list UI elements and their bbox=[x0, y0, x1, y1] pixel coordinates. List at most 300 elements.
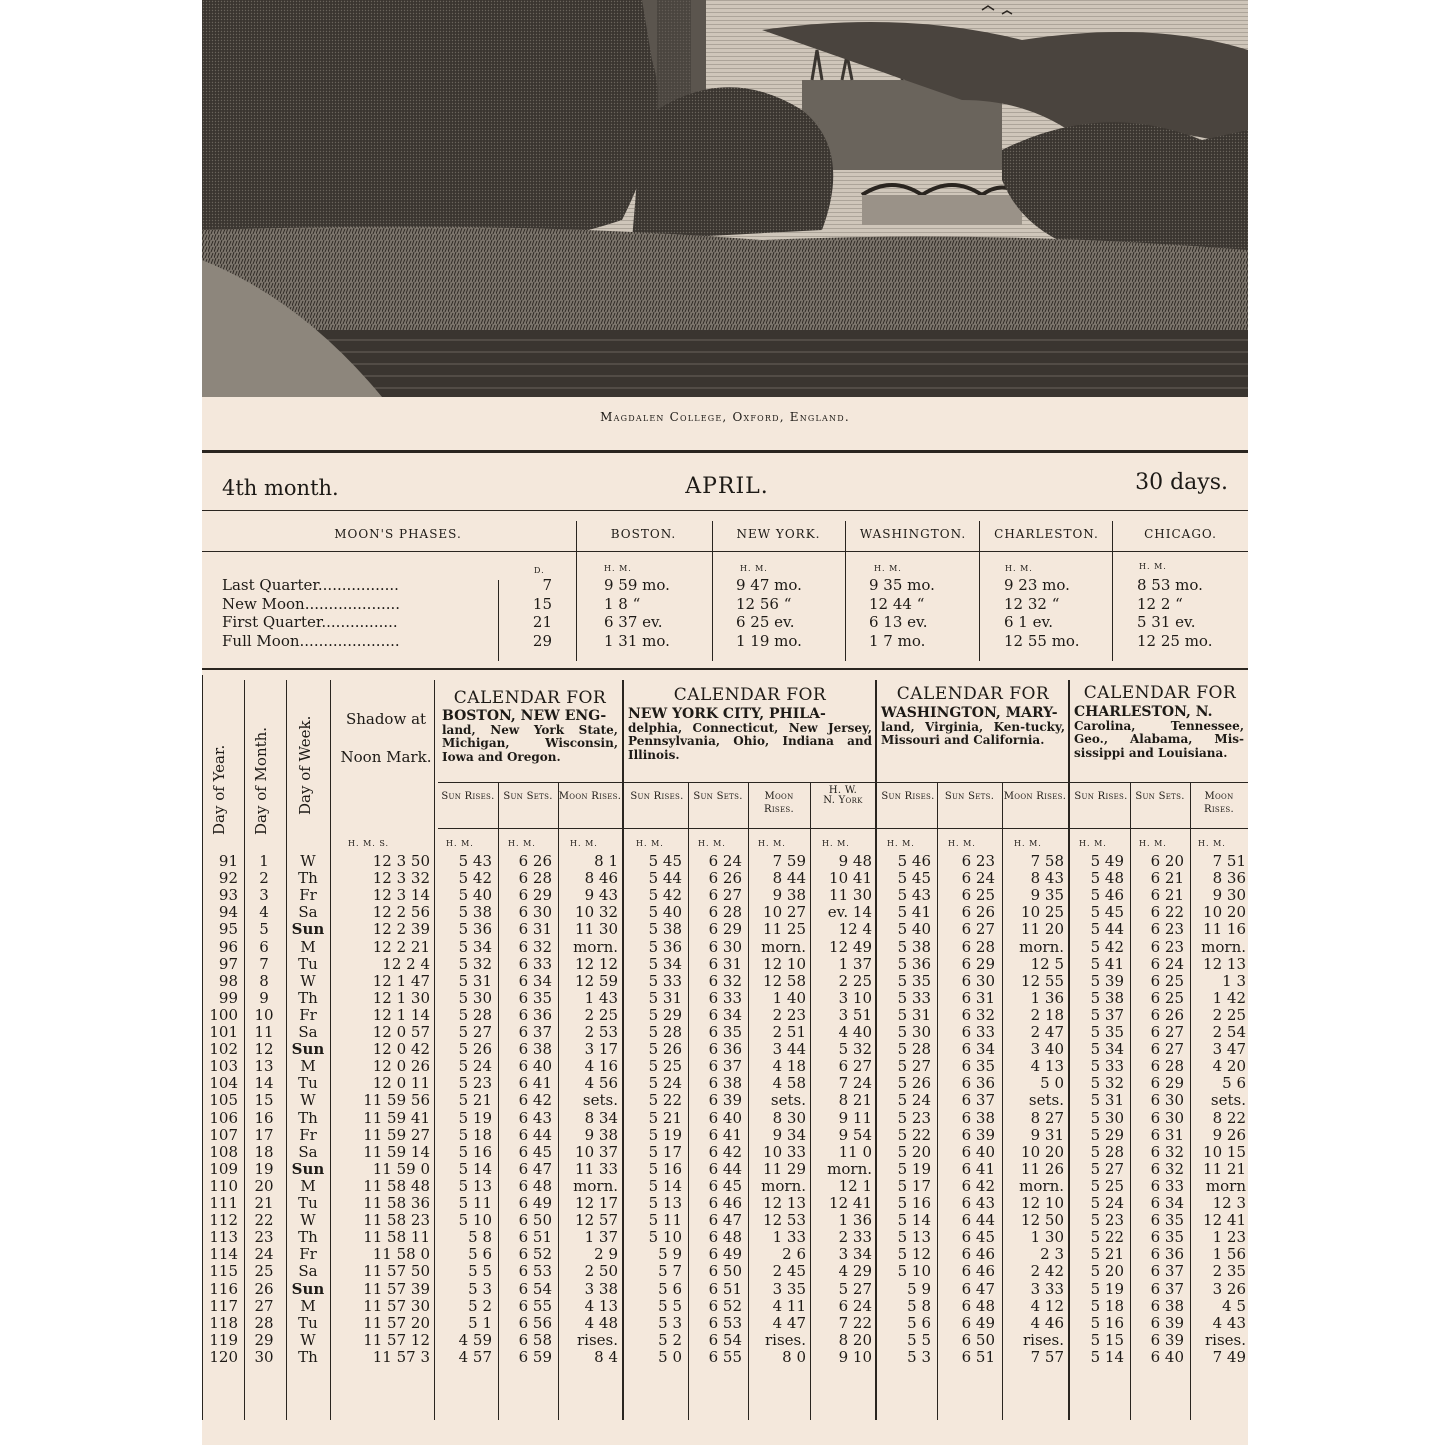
moon-phase-time: 12 2 “ bbox=[1137, 594, 1183, 613]
column-subheading: Sun Rises. bbox=[1074, 791, 1128, 802]
charleston-sun-sets: 6 23 bbox=[1150, 937, 1184, 956]
moon-phase-time: 12 55 mo. bbox=[1004, 631, 1080, 650]
ny-sun-rises: 5 34 bbox=[648, 954, 682, 973]
ny-sun-rises: 5 2 bbox=[658, 1330, 682, 1349]
boston-sun-rises: 5 2 bbox=[468, 1296, 492, 1315]
boston-moon-rises: 1 37 bbox=[584, 1228, 618, 1247]
day-of-year: 108 bbox=[209, 1142, 238, 1161]
ny-sun-sets: 6 42 bbox=[708, 1142, 742, 1161]
day-of-month: 16 bbox=[254, 1108, 274, 1127]
ny-moon-rises: 4 47 bbox=[772, 1313, 806, 1332]
day-of-month: 4 bbox=[259, 903, 269, 922]
washington-moon-rises: 4 13 bbox=[1030, 1057, 1064, 1076]
boston-sun-sets: 6 26 bbox=[518, 852, 552, 870]
charleston-sun-rises: 5 21 bbox=[1090, 1245, 1124, 1264]
noon-shadow: 11 57 50 bbox=[363, 1262, 430, 1281]
boston-sun-sets: 6 31 bbox=[518, 920, 552, 939]
ny-moon-rises: 2 23 bbox=[772, 1005, 806, 1024]
washington-sun-rises: 5 14 bbox=[897, 1211, 931, 1230]
ny-sun-rises: 5 25 bbox=[648, 1057, 682, 1076]
noon-shadow: 11 58 11 bbox=[363, 1228, 430, 1247]
boston-sun-sets: 6 56 bbox=[518, 1313, 552, 1332]
day-of-week: Sa bbox=[298, 1023, 318, 1041]
washington-sun-rises: 5 5 bbox=[907, 1330, 931, 1349]
noon-shadow: 12 1 14 bbox=[372, 1005, 430, 1024]
moon-phase-name: New Moon.................... bbox=[222, 594, 401, 613]
day-of-month: 1 bbox=[259, 852, 269, 870]
charleston-sun-sets: 6 33 bbox=[1150, 1176, 1184, 1195]
boston-sun-rises: 5 3 bbox=[468, 1279, 492, 1298]
ny-high-water: 9 10 bbox=[838, 1347, 872, 1366]
day-of-year: 93 bbox=[218, 886, 238, 905]
day-of-month: 10 bbox=[254, 1005, 274, 1024]
charleston-sun-rises: 5 48 bbox=[1090, 869, 1124, 888]
boston-moon-rises: 9 43 bbox=[584, 886, 618, 905]
ny-sun-rises: 5 6 bbox=[658, 1279, 682, 1298]
day-of-year: 112 bbox=[209, 1211, 238, 1230]
ny-sun-sets: 6 24 bbox=[708, 852, 742, 870]
charleston-moon-rises: 10 20 bbox=[1203, 903, 1246, 922]
day-of-month: 5 bbox=[259, 920, 269, 939]
ny-sun-sets: 6 31 bbox=[708, 954, 742, 973]
day-of-month: 22 bbox=[254, 1211, 274, 1230]
ny-sun-rises: 5 38 bbox=[648, 920, 682, 939]
boston-sun-sets: 6 51 bbox=[518, 1228, 552, 1247]
ny-moon-rises: 2 51 bbox=[772, 1023, 806, 1041]
calendar-new-york-desc: NEW YORK CITY, PHILA- delphia, Connecticut, New Jersey, Pennsylvania, Ohio, Indiana and Illinois. bbox=[628, 706, 872, 762]
washington-moon-rises: 2 18 bbox=[1030, 1005, 1064, 1024]
washington-moon-rises: 3 40 bbox=[1030, 1040, 1064, 1059]
day-of-week: M bbox=[300, 1057, 316, 1076]
ny-high-water: 10 41 bbox=[829, 869, 872, 888]
washington-sun-sets: 6 50 bbox=[961, 1330, 995, 1349]
ny-high-water: 11 30 bbox=[829, 886, 872, 905]
noon-shadow: 11 59 27 bbox=[363, 1125, 430, 1144]
ny-sun-rises: 5 16 bbox=[648, 1159, 682, 1178]
noon-shadow: 11 57 20 bbox=[363, 1313, 430, 1332]
ny-sun-rises: 5 24 bbox=[648, 1074, 682, 1093]
day-of-month: 9 bbox=[259, 988, 269, 1007]
ny-moon-rises: 11 25 bbox=[763, 920, 806, 939]
hm-label: H. M. bbox=[698, 839, 726, 848]
day-of-week: Fr bbox=[299, 1125, 317, 1144]
charleston-sun-sets: 6 27 bbox=[1150, 1023, 1184, 1041]
charleston-sun-sets: 6 28 bbox=[1150, 1057, 1184, 1076]
washington-sun-sets: 6 46 bbox=[961, 1262, 995, 1281]
moon-phase-time: 9 23 mo. bbox=[1004, 576, 1070, 594]
boston-sun-rises: 5 18 bbox=[458, 1125, 492, 1144]
day-of-week: W bbox=[300, 1330, 316, 1349]
washington-sun-sets: 6 42 bbox=[961, 1176, 995, 1195]
charleston-sun-rises: 5 45 bbox=[1090, 903, 1124, 922]
charleston-sun-rises: 5 35 bbox=[1090, 1023, 1124, 1041]
day-of-week: Sun bbox=[291, 1279, 325, 1298]
boston-sun-rises: 5 21 bbox=[458, 1091, 492, 1110]
calendar-washington-desc: WASHINGTON, MARY- land, Virginia, Ken-tucky, Missouri and California. bbox=[881, 705, 1065, 747]
column-subheading: Sun Rises. bbox=[881, 791, 935, 802]
boston-moon-rises: 4 13 bbox=[584, 1296, 618, 1315]
day-of-year: 107 bbox=[209, 1125, 238, 1144]
charleston-moon-rises: 3 47 bbox=[1212, 1040, 1246, 1059]
noon-shadow: 12 2 56 bbox=[372, 903, 430, 922]
ny-sun-rises: 5 17 bbox=[648, 1142, 682, 1161]
boston-sun-sets: 6 38 bbox=[518, 1040, 552, 1059]
table-row bbox=[202, 1074, 1248, 1091]
city-new-york: NEW YORK. bbox=[736, 527, 821, 541]
boston-sun-rises: 5 30 bbox=[458, 988, 492, 1007]
ny-high-water: 2 25 bbox=[838, 971, 872, 990]
day-of-year: 104 bbox=[209, 1074, 238, 1093]
ny-sun-sets: 6 44 bbox=[708, 1159, 742, 1178]
ny-sun-rises: 5 5 bbox=[658, 1296, 682, 1315]
ny-high-water: 6 27 bbox=[838, 1057, 872, 1076]
ny-sun-sets: 6 36 bbox=[708, 1040, 742, 1059]
boston-sun-sets: 6 52 bbox=[518, 1245, 552, 1264]
washington-sun-rises: 5 8 bbox=[907, 1296, 931, 1315]
washington-sun-rises: 5 22 bbox=[897, 1125, 931, 1144]
boston-sun-rises: 5 19 bbox=[458, 1108, 492, 1127]
moon-phase-time: 6 37 ev. bbox=[604, 613, 663, 631]
noon-shadow: 11 57 39 bbox=[363, 1279, 430, 1298]
day-of-year: 113 bbox=[209, 1228, 238, 1247]
charleston-moon-rises: 8 22 bbox=[1212, 1108, 1246, 1127]
hm-label: H. M. bbox=[1139, 562, 1167, 571]
washington-sun-sets: 6 36 bbox=[961, 1074, 995, 1093]
washington-sun-rises: 5 30 bbox=[897, 1023, 931, 1041]
table-row bbox=[202, 1160, 1248, 1177]
charleston-sun-sets: 6 32 bbox=[1150, 1159, 1184, 1178]
moon-phase-time: 8 53 mo. bbox=[1137, 576, 1203, 594]
noon-shadow: 11 59 41 bbox=[363, 1108, 430, 1127]
table-row bbox=[202, 852, 1248, 869]
washington-sun-sets: 6 30 bbox=[961, 971, 995, 990]
charleston-sun-sets: 6 20 bbox=[1150, 852, 1184, 870]
charleston-moon-rises: 3 26 bbox=[1212, 1279, 1246, 1298]
day-of-month: 24 bbox=[254, 1245, 274, 1264]
charleston-moon-rises: 5 6 bbox=[1222, 1074, 1246, 1093]
boston-sun-sets: 6 48 bbox=[518, 1176, 552, 1195]
table-row bbox=[202, 1245, 1248, 1262]
table-row bbox=[202, 1211, 1248, 1228]
ny-sun-sets: 6 27 bbox=[708, 886, 742, 905]
boston-sun-rises: 5 27 bbox=[458, 1023, 492, 1041]
day-of-month: 28 bbox=[254, 1313, 274, 1332]
col-day-of-year: Day of Year. bbox=[210, 744, 228, 835]
calendar-washington-title: CALENDAR FOR bbox=[896, 684, 1050, 704]
washington-sun-rises: 5 12 bbox=[897, 1245, 931, 1264]
boston-moon-rises: 2 50 bbox=[584, 1262, 618, 1281]
day-of-month: 2 bbox=[259, 869, 269, 888]
washington-moon-rises: 11 26 bbox=[1021, 1159, 1064, 1178]
ny-sun-rises: 5 44 bbox=[648, 869, 682, 888]
moon-phase-time: 1 19 mo. bbox=[736, 631, 802, 650]
day-of-year: 100 bbox=[209, 1005, 238, 1024]
boston-sun-rises: 5 43 bbox=[458, 852, 492, 870]
ny-sun-rises: 5 21 bbox=[648, 1108, 682, 1127]
charleston-sun-rises: 5 18 bbox=[1090, 1296, 1124, 1315]
ny-sun-rises: 5 45 bbox=[648, 852, 682, 870]
moon-phase-day: 29 bbox=[532, 631, 552, 650]
charleston-sun-sets: 6 39 bbox=[1150, 1313, 1184, 1332]
day-of-year: 96 bbox=[218, 937, 238, 956]
washington-moon-rises: 12 50 bbox=[1021, 1211, 1064, 1230]
ny-sun-rises: 5 14 bbox=[648, 1176, 682, 1195]
hm-label: H. M. bbox=[874, 564, 902, 573]
charleston-moon-rises: 10 15 bbox=[1203, 1142, 1246, 1161]
day-of-year: 99 bbox=[218, 988, 238, 1007]
boston-moon-rises: rises. bbox=[576, 1330, 618, 1349]
charleston-moon-rises: 4 20 bbox=[1212, 1057, 1246, 1076]
ny-high-water: 4 29 bbox=[838, 1262, 872, 1281]
boston-moon-rises: 12 59 bbox=[575, 971, 618, 990]
washington-sun-sets: 6 41 bbox=[961, 1159, 995, 1178]
moon-phase-name: First Quarter................ bbox=[222, 613, 398, 631]
charleston-sun-sets: 6 31 bbox=[1150, 1125, 1184, 1144]
charleston-sun-rises: 5 24 bbox=[1090, 1194, 1124, 1212]
charleston-moon-rises: 2 54 bbox=[1212, 1023, 1246, 1041]
washington-sun-sets: 6 45 bbox=[961, 1228, 995, 1247]
washington-sun-rises: 5 20 bbox=[897, 1142, 931, 1161]
moon-phase-name: Last Quarter................. bbox=[222, 576, 399, 594]
ny-moon-rises: 8 30 bbox=[772, 1108, 806, 1127]
boston-moon-rises: 1 43 bbox=[584, 988, 618, 1007]
month-days: 30 days. bbox=[1135, 470, 1228, 495]
day-of-month: 15 bbox=[254, 1091, 274, 1110]
washington-sun-sets: 6 32 bbox=[961, 1005, 995, 1024]
ny-moon-rises: morn. bbox=[761, 937, 806, 956]
ny-sun-sets: 6 46 bbox=[708, 1194, 742, 1212]
washington-sun-rises: 5 26 bbox=[897, 1074, 931, 1093]
table-row bbox=[202, 1280, 1248, 1297]
washington-sun-rises: 5 27 bbox=[897, 1057, 931, 1076]
boston-sun-sets: 6 30 bbox=[518, 903, 552, 922]
washington-sun-sets: 6 27 bbox=[961, 920, 995, 939]
ny-sun-sets: 6 35 bbox=[708, 1023, 742, 1041]
moon-phase-time: 12 25 mo. bbox=[1137, 631, 1213, 650]
hm-label: H. M. bbox=[446, 839, 474, 848]
day-of-month: 23 bbox=[254, 1228, 274, 1247]
table-row bbox=[202, 989, 1248, 1006]
ny-moon-rises: 8 0 bbox=[782, 1347, 806, 1366]
moon-phase-day: 15 bbox=[532, 594, 552, 613]
charleston-sun-sets: 6 25 bbox=[1150, 988, 1184, 1007]
table-row bbox=[202, 903, 1248, 920]
ny-moon-rises: 1 40 bbox=[772, 988, 806, 1007]
ny-high-water: 3 34 bbox=[838, 1245, 872, 1264]
ny-high-water: 2 33 bbox=[838, 1228, 872, 1247]
ny-sun-sets: 6 53 bbox=[708, 1313, 742, 1332]
noon-shadow: 12 2 4 bbox=[382, 954, 430, 973]
day-of-year: 111 bbox=[209, 1194, 238, 1212]
table-row bbox=[202, 869, 1248, 886]
day-of-week: M bbox=[300, 1176, 316, 1195]
washington-moon-rises: 1 30 bbox=[1030, 1228, 1064, 1247]
table-row bbox=[202, 955, 1248, 972]
ny-moon-rises: 12 10 bbox=[763, 954, 806, 973]
day-of-month: 30 bbox=[254, 1347, 274, 1366]
moon-phase-time: 12 44 “ bbox=[869, 594, 925, 613]
washington-sun-rises: 5 43 bbox=[897, 886, 931, 905]
charleston-sun-sets: 6 25 bbox=[1150, 971, 1184, 990]
calendar-new-york-title: CALENDAR FOR bbox=[673, 685, 827, 705]
ny-high-water: 12 1 bbox=[838, 1176, 872, 1195]
month-name: APRIL. bbox=[685, 474, 769, 499]
noon-shadow: 12 1 47 bbox=[372, 971, 430, 990]
noon-shadow: 11 57 30 bbox=[363, 1296, 430, 1315]
table-row bbox=[202, 1006, 1248, 1023]
ny-high-water: 12 49 bbox=[829, 937, 872, 956]
washington-moon-rises: 9 31 bbox=[1030, 1125, 1064, 1144]
day-of-week: Th bbox=[298, 869, 318, 888]
calendar-charleston-title: CALENDAR FOR bbox=[1083, 683, 1237, 703]
boston-sun-rises: 5 10 bbox=[458, 1211, 492, 1230]
washington-moon-rises: 2 3 bbox=[1040, 1245, 1064, 1264]
hm-label: H. M. bbox=[887, 839, 915, 848]
charleston-moon-rises: 12 3 bbox=[1212, 1194, 1246, 1212]
column-subheading: Moon Rises. bbox=[764, 791, 794, 815]
engraving-caption: Magdalen College, Oxford, England. bbox=[600, 410, 850, 424]
charleston-sun-rises: 5 38 bbox=[1090, 988, 1124, 1007]
noon-shadow: 12 3 50 bbox=[372, 852, 430, 870]
boston-moon-rises: 11 33 bbox=[575, 1159, 618, 1178]
charleston-sun-sets: 6 37 bbox=[1150, 1279, 1184, 1298]
washington-sun-sets: 6 33 bbox=[961, 1023, 995, 1041]
charleston-sun-rises: 5 34 bbox=[1090, 1040, 1124, 1059]
washington-sun-rises: 5 17 bbox=[897, 1176, 931, 1195]
day-label: D. bbox=[534, 566, 545, 575]
day-of-week: W bbox=[300, 971, 316, 990]
boston-sun-rises: 5 13 bbox=[458, 1176, 492, 1195]
charleston-sun-sets: 6 40 bbox=[1150, 1347, 1184, 1366]
column-subheading: Moon Rises. bbox=[1204, 791, 1234, 815]
charleston-sun-sets: 6 38 bbox=[1150, 1296, 1184, 1315]
washington-moon-rises: 10 20 bbox=[1021, 1142, 1064, 1161]
day-of-month: 8 bbox=[259, 971, 269, 990]
ny-high-water: 9 48 bbox=[838, 852, 872, 870]
washington-moon-rises: 12 5 bbox=[1030, 954, 1064, 973]
noon-shadow: 12 3 32 bbox=[372, 869, 430, 888]
calendar-charleston-desc: CHARLESTON, N. Carolina, Tennessee, Geo., Alabama, Mis-sissippi and Louisiana. bbox=[1074, 704, 1244, 760]
table-row bbox=[202, 1091, 1248, 1108]
column-subheading: Sun Rises. bbox=[441, 791, 495, 802]
hm-label: H. M. bbox=[1005, 564, 1033, 573]
charleston-sun-rises: 5 20 bbox=[1090, 1262, 1124, 1281]
boston-moon-rises: 8 34 bbox=[584, 1108, 618, 1127]
washington-sun-sets: 6 34 bbox=[961, 1040, 995, 1059]
washington-sun-rises: 5 45 bbox=[897, 869, 931, 888]
table-row bbox=[202, 886, 1248, 903]
charleston-sun-sets: 6 26 bbox=[1150, 1005, 1184, 1024]
ny-sun-sets: 6 39 bbox=[708, 1091, 742, 1110]
day-of-year: 102 bbox=[209, 1040, 238, 1059]
ny-sun-sets: 6 37 bbox=[708, 1057, 742, 1076]
ny-sun-rises: 5 9 bbox=[658, 1245, 682, 1264]
washington-sun-sets: 6 23 bbox=[961, 852, 995, 870]
boston-sun-rises: 5 14 bbox=[458, 1159, 492, 1178]
washington-sun-sets: 6 37 bbox=[961, 1091, 995, 1110]
boston-sun-sets: 6 50 bbox=[518, 1211, 552, 1230]
ny-sun-sets: 6 54 bbox=[708, 1330, 742, 1349]
day-of-year: 116 bbox=[209, 1279, 238, 1298]
washington-sun-rises: 5 6 bbox=[907, 1313, 931, 1332]
charleston-sun-sets: 6 22 bbox=[1150, 903, 1184, 922]
washington-moon-rises: 10 25 bbox=[1021, 903, 1064, 922]
table-row bbox=[202, 1143, 1248, 1160]
ny-moon-rises: rises. bbox=[764, 1330, 806, 1349]
ny-high-water: ev. 14 bbox=[827, 903, 872, 922]
table-row bbox=[202, 1348, 1248, 1365]
washington-sun-sets: 6 39 bbox=[961, 1125, 995, 1144]
day-of-month: 20 bbox=[254, 1176, 274, 1195]
ny-sun-rises: 5 36 bbox=[648, 937, 682, 956]
boston-sun-sets: 6 32 bbox=[518, 937, 552, 956]
city-washington: WASHINGTON. bbox=[859, 527, 967, 541]
boston-sun-rises: 5 38 bbox=[458, 903, 492, 922]
ny-sun-rises: 5 10 bbox=[648, 1228, 682, 1247]
ny-moon-rises: 3 35 bbox=[772, 1279, 806, 1298]
boston-sun-sets: 6 49 bbox=[518, 1194, 552, 1212]
table-row bbox=[202, 1057, 1248, 1074]
washington-sun-sets: 6 38 bbox=[961, 1108, 995, 1127]
ny-sun-rises: 5 26 bbox=[648, 1040, 682, 1059]
boston-moon-rises: 2 9 bbox=[594, 1245, 618, 1264]
washington-sun-sets: 6 25 bbox=[961, 886, 995, 905]
noon-shadow: 11 58 23 bbox=[363, 1211, 430, 1230]
charleston-moon-rises: 4 43 bbox=[1212, 1313, 1246, 1332]
ny-moon-rises: 2 6 bbox=[782, 1245, 806, 1264]
boston-sun-sets: 6 45 bbox=[518, 1142, 552, 1161]
hm-label: H. M. bbox=[636, 839, 664, 848]
washington-sun-sets: 6 26 bbox=[961, 903, 995, 922]
charleston-moon-rises: 11 21 bbox=[1203, 1159, 1246, 1178]
hm-label: H. M. bbox=[570, 839, 598, 848]
washington-moon-rises: 12 10 bbox=[1021, 1194, 1064, 1212]
charleston-sun-sets: 6 37 bbox=[1150, 1262, 1184, 1281]
moon-phase-time: 9 47 mo. bbox=[736, 576, 802, 594]
ny-high-water: 9 54 bbox=[838, 1125, 872, 1144]
ny-high-water: 5 27 bbox=[838, 1279, 872, 1298]
day-of-year: 115 bbox=[209, 1262, 238, 1281]
calendar-boston-desc: BOSTON, NEW ENG- land, New York State, Michigan, Wisconsin, Iowa and Oregon. bbox=[442, 708, 618, 764]
ny-sun-sets: 6 26 bbox=[708, 869, 742, 888]
charleston-sun-rises: 5 28 bbox=[1090, 1142, 1124, 1161]
moon-phase-name: Full Moon..................... bbox=[222, 631, 400, 650]
ny-moon-rises: 3 44 bbox=[772, 1040, 806, 1059]
charleston-moon-rises: 1 42 bbox=[1212, 988, 1246, 1007]
washington-sun-sets: 6 46 bbox=[961, 1245, 995, 1264]
ny-high-water: morn. bbox=[827, 1159, 872, 1178]
day-of-week: M bbox=[300, 1296, 316, 1315]
day-of-year: 106 bbox=[209, 1108, 238, 1127]
charleston-sun-sets: 6 35 bbox=[1150, 1211, 1184, 1230]
day-of-week: Tu bbox=[298, 1313, 318, 1332]
washington-sun-rises: 5 3 bbox=[907, 1347, 931, 1366]
ny-sun-rises: 5 22 bbox=[648, 1091, 682, 1110]
boston-moon-rises: morn. bbox=[573, 1176, 618, 1195]
day-of-week: Sa bbox=[298, 903, 318, 922]
charleston-sun-sets: 6 30 bbox=[1150, 1091, 1184, 1110]
ny-moon-rises: 8 44 bbox=[772, 869, 806, 888]
moon-phase-time: 1 31 mo. bbox=[604, 631, 670, 650]
washington-moon-rises: 8 43 bbox=[1030, 869, 1064, 888]
boston-moon-rises: 10 37 bbox=[575, 1142, 618, 1161]
boston-sun-sets: 6 36 bbox=[518, 1005, 552, 1024]
column-subheading: Moon Rises. bbox=[558, 791, 622, 802]
table-row bbox=[202, 1262, 1248, 1279]
column-subheading: Sun Sets. bbox=[1135, 791, 1185, 802]
ny-sun-sets: 6 34 bbox=[708, 1005, 742, 1024]
day-of-month: 18 bbox=[254, 1142, 274, 1161]
